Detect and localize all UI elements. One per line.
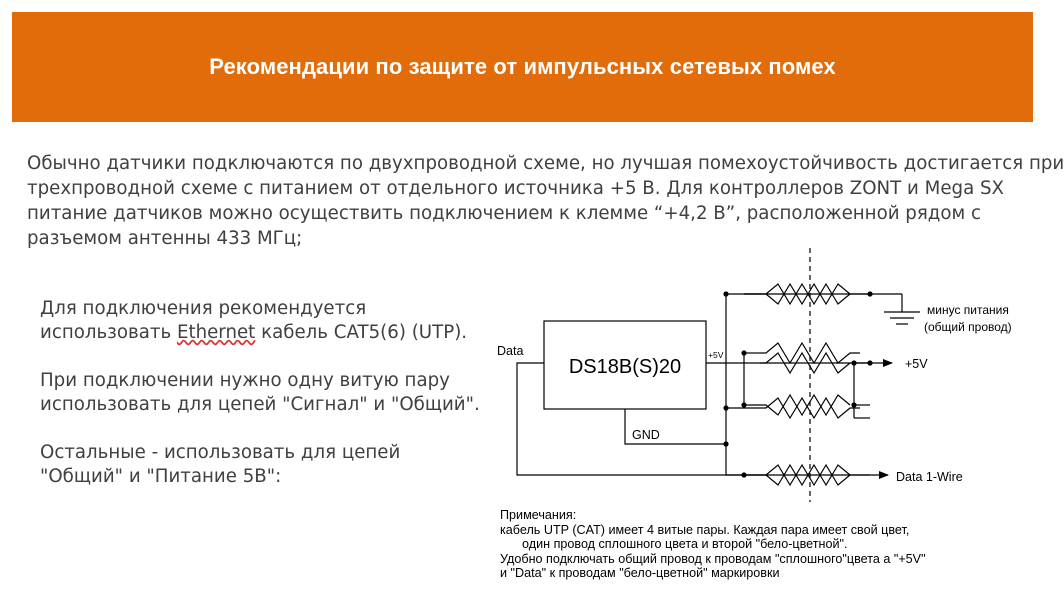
ethernet-word: Ethernet [176,322,256,343]
recommendations-text [40,297,480,513]
recommendation-line: Остальные - использовать для цепей [40,442,401,463]
ground-label: (общий провод) [924,320,1012,334]
notes-heading: Примечания: [500,508,577,522]
intro-line: разъемом антенны 433 МГц; [27,228,303,249]
chip-label: DS18B(S)20 [568,356,682,378]
intro-line: питание датчиков можно осуществить подключением к клемме “+4,2 В”, расположенной рядом с [27,203,981,224]
recommendation-line: При подключении нужно одну витую пару [40,370,450,391]
text-fragment: кабель CAT5(6) (UTP). [255,322,468,343]
intro-line: трехпроводной схеме с питанием от отдельного источника +5 В. Для контроллеров ZONT и Mega SX [27,178,1005,199]
wiring-diagram [480,240,1012,505]
notes-block [500,508,1020,581]
notes-line: Удобно подключать общий провод к проводам "сплошного"цвета а "+5V" [500,551,926,566]
plus5v-label: +5V [905,357,928,371]
data1wire-label: Data 1-Wire [896,470,963,484]
recommendation-paragraph [40,297,470,345]
recommendation-line [40,321,470,345]
notes-line: кабель UTP (CAT) имеет 4 витые пары. Каждая пара имеет свой цвет, [500,522,910,537]
intro-paragraph [27,151,1064,251]
twisted-pair-4 [726,444,870,485]
intro-line: Обычно датчики подключаются по двухпроводной схеме, но лучшая помехоустойчивость достигается при [27,153,1064,174]
recommendation-line: "Общий" и "Питание 5В": [40,466,282,487]
recommendation-paragraph [40,441,470,489]
recommendation-line: использовать для цепей "Сигнал" и "Общий". [40,394,480,415]
ground-label: минус питания [927,303,1009,317]
notes-line: один провод сплошного цвета и второй "бело-цветной". [522,537,848,551]
recommendation-paragraph [40,369,480,417]
notes-line: и "Data" к проводам "бело-цветной" маркировки [500,566,780,580]
pin-5v-label: +5V [708,350,724,360]
twisted-pair-3 [744,395,860,418]
text-fragment: использовать [40,322,177,343]
recommendation-line: Для подключения рекомендуется [40,298,367,319]
gnd-label: GND [632,428,660,442]
data-label: Data [497,344,524,358]
page-title: Рекомендации по защите от импульсных сетевых помех [209,54,836,79]
title-banner [12,12,1033,122]
